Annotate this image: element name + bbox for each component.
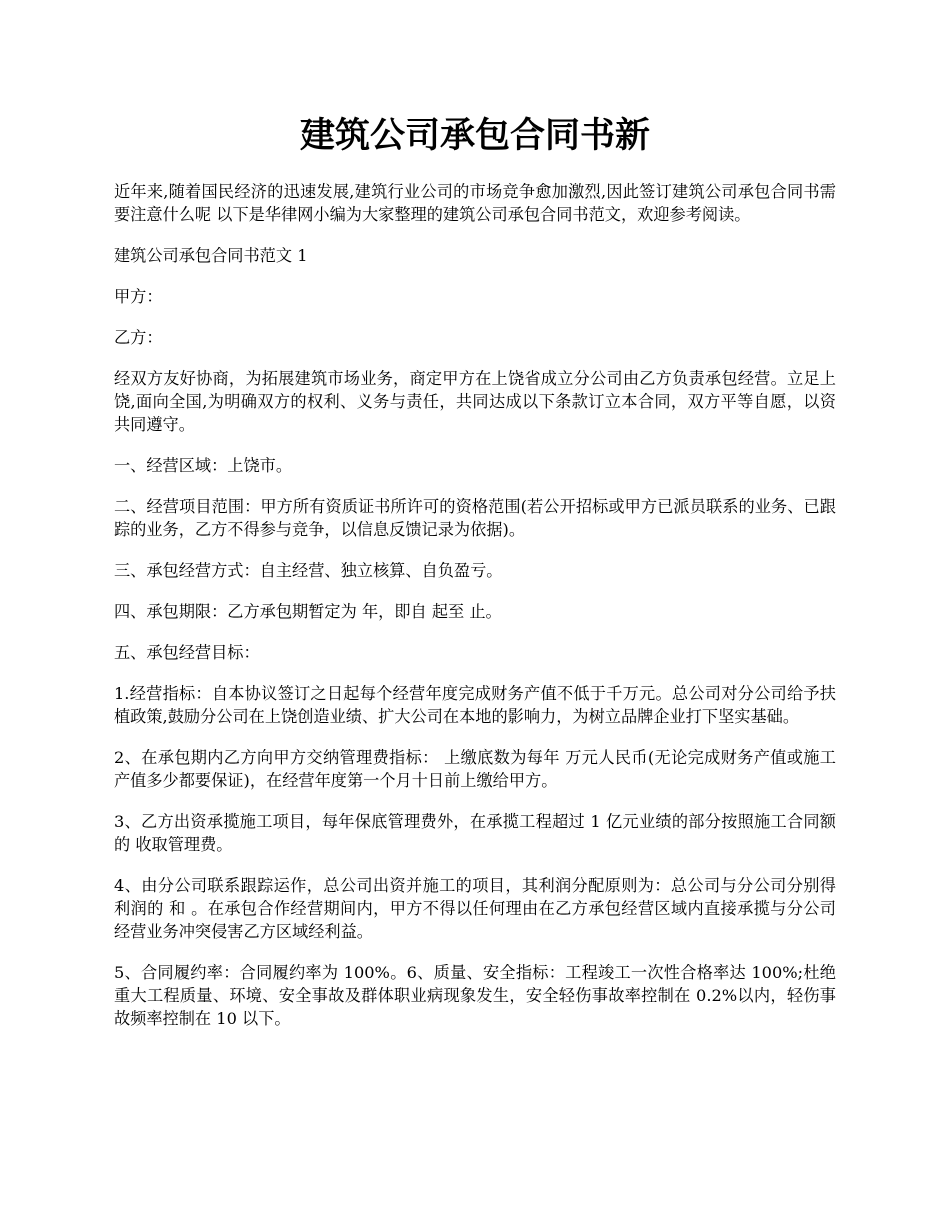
paragraph-party-a: 甲方： — [114, 287, 163, 306]
paragraph-party-b: 乙方： — [114, 328, 163, 347]
paragraph-preamble: 经双方友好协商，为拓展建筑市场业务，商定甲方在上饶省成立分公司由乙方负责承包经营。立足上饶,面向全国,为明确双方的权利、义务与责任，共同达成以下条款订立本合同，双方平等自愿，以资共同遵守。 — [114, 369, 836, 434]
paragraph-clause-5: 五、承包经营目标： — [114, 643, 260, 662]
paragraph-intro: 近年来,随着国民经济的迅速发展,建筑行业公司的市场竞争愈加激烈,因此签订建筑公司承包合同书需要注意什么呢 以下是华律网小编为大家整理的建筑公司承包合同书范文，欢迎参考阅读。 — [114, 182, 836, 224]
paragraph-item-1: 1.经营指标：自本协议签订之日起每个经营年度完成财务产值不低于千万元。总公司对分公司给予扶植政策,鼓励分公司在上饶创造业绩、扩大公司在本地的影响力，为树立品牌企业打下坚实基础。 — [114, 684, 836, 726]
document-title: 建筑公司承包合同书新 — [299, 115, 650, 156]
paragraph-item-5: 5、合同履约率：合同履约率为 100%。6、质量、安全指标：工程竣工一次性合格率达 100%;杜绝重大工程质量、环境、安全事故及群体职业病现象发生，安全轻伤事故率控制在 0.2%以内，轻伤事故频率控制在 10 以下。 — [114, 963, 836, 1028]
paragraph-clause-3: 三、承包经营方式：自主经营、独立核算、自负盈亏。 — [114, 561, 503, 580]
paragraph-clause-1: 一、经营区域：上饶市。 — [114, 456, 293, 475]
paragraph-clause-2: 二、经营项目范围：甲方所有资质证书所许可的资格范围(若公开招标或甲方已派员联系的业务、已跟踪的业务，乙方不得参与竞争，以信息反馈记录为依据)。 — [114, 497, 836, 539]
paragraph-item-3: 3、乙方出资承揽施工项目，每年保底管理费外，在承揽工程超过 1 亿元业绩的部分按照施工合同额的 收取管理费。 — [114, 812, 836, 854]
paragraph-item-2: 2、在承包期内乙方向甲方交纳管理费指标： 上缴底数为每年 万元人民币(无论完成财务产值或施工产值多少都要保证)，在经营年度第一个月十日前上缴给甲方。 — [114, 748, 836, 790]
document-body — [114, 180, 836, 1048]
paragraph-item-4: 4、由分公司联系跟踪运作，总公司出资并施工的项目，其利润分配原则为：总公司与分公司分别得利润的 和 。在承包合作经营期间内，甲方不得以任何理由在乙方承包经营区域内直接承揽与分公司经营业务冲突侵害乙方区域经利益。 — [114, 876, 836, 941]
paragraph-clause-4: 四、承包期限：乙方承包期暂定为 年，即自 起至 止。 — [114, 602, 502, 621]
paragraph-sample-heading: 建筑公司承包合同书范文 1 — [114, 246, 308, 265]
